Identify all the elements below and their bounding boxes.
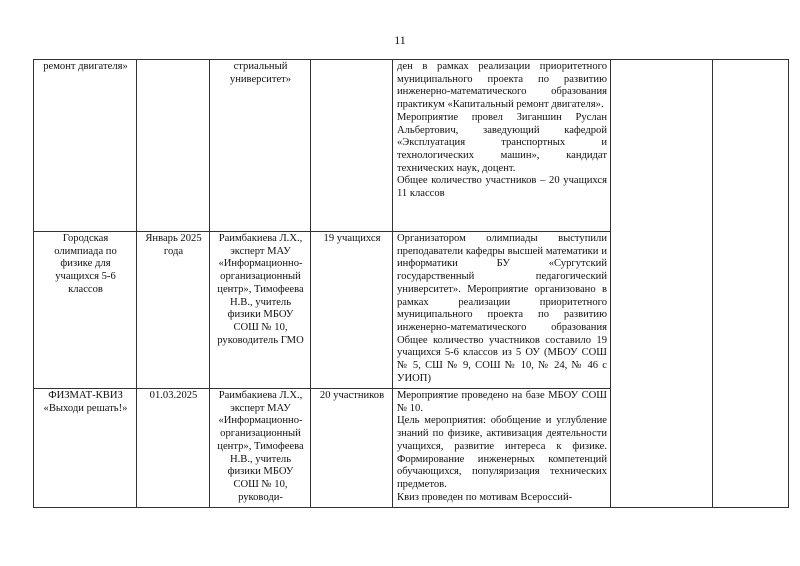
organizer-text: Раимбакиева Л.Х., эксперт МАУ «Информационно-организационный центр», Тимофеева Н.В., учитель физики МБОУ СОШ № 10, руководитель ГМО	[217, 233, 304, 346]
event-name: ФИЗМАТ-КВИЗ «Выходи решать!»	[43, 390, 128, 414]
events-table	[33, 59, 789, 508]
event-name-cell	[34, 60, 137, 232]
event-date: 01.03.2025	[149, 390, 198, 401]
participants-cell	[311, 232, 393, 389]
description-paragraph: Мероприятие провел Зиганшин Руслан Альбертович, заведующий кафедрой «Эксплуатация транспортных и технологических машин», кандидат технических наук, доцент.	[397, 111, 607, 174]
table-row	[34, 60, 789, 232]
description-paragraph: Квиз проведен по мотивам Всероссий-	[397, 491, 573, 503]
description-paragraph: Организатором олимпиады выступили преподаватели кафедры высшей математики и информатики БУ «Сургутский государственный педагогический университет». Мероприятие организовано в рамках реализации приоритетного муниципального проекта по развитию инженерно-математического образования Общее количество участников составило 19 учащихся 5-6 классов из 5 ОУ (МБОУ СОШ № 5, СШ № 9, СОШ № 10, № 24, № 46 с УИОП)	[397, 233, 607, 384]
event-name-cell	[34, 232, 137, 389]
participants-cell	[311, 60, 393, 232]
event-name-cell	[34, 389, 137, 508]
date-cell	[137, 60, 210, 232]
event-name: ремонт двигателя»	[43, 61, 128, 72]
organizer-cell	[210, 389, 311, 508]
participants-count: 20 участников	[319, 390, 385, 401]
description-paragraph: Общее количество участников – 20 учащихся 11 классов	[397, 175, 607, 200]
participants-count: 19 учащихся	[323, 233, 381, 244]
event-date: Январь 2025 года	[145, 233, 202, 257]
event-name: Городская олимпиада по физике для учащихся 5-6 классов	[54, 233, 117, 295]
participants-cell	[311, 389, 393, 508]
description-cell	[393, 232, 611, 389]
description-cell	[393, 60, 611, 232]
description-paragraph: Цель мероприятия: обобщение и углубление знаний по физике, активизация деятельности учащихся, развитие интереса к физике. Формирование инженерных компетенций обучающихся, популяризация технических предметов.	[397, 415, 607, 490]
description-paragraph: Мероприятие проведено на базе МБОУ СОШ № 10.	[397, 390, 607, 414]
merged-empty-cell-6	[611, 60, 713, 508]
date-cell	[137, 389, 210, 508]
merged-empty-cell-7	[713, 60, 789, 508]
organizer-text: Раимбакиева Л.Х., эксперт МАУ «Информационно-организационный центр», Тимофеева Н.В., учитель физики МБОУ СОШ № 10, руководи-	[217, 390, 304, 503]
organizer-cell	[210, 60, 311, 232]
page-number: 11	[394, 33, 406, 47]
organizer-cell	[210, 232, 311, 389]
organizer-text: стриальный университет»	[229, 61, 292, 85]
date-cell	[137, 232, 210, 389]
description-paragraph: ден в рамках реализации приоритетного муниципального проекта по развитию инженерно-математического образования практикум «Капитальный ремонт двигателя».	[397, 61, 607, 111]
description-cell	[393, 389, 611, 508]
